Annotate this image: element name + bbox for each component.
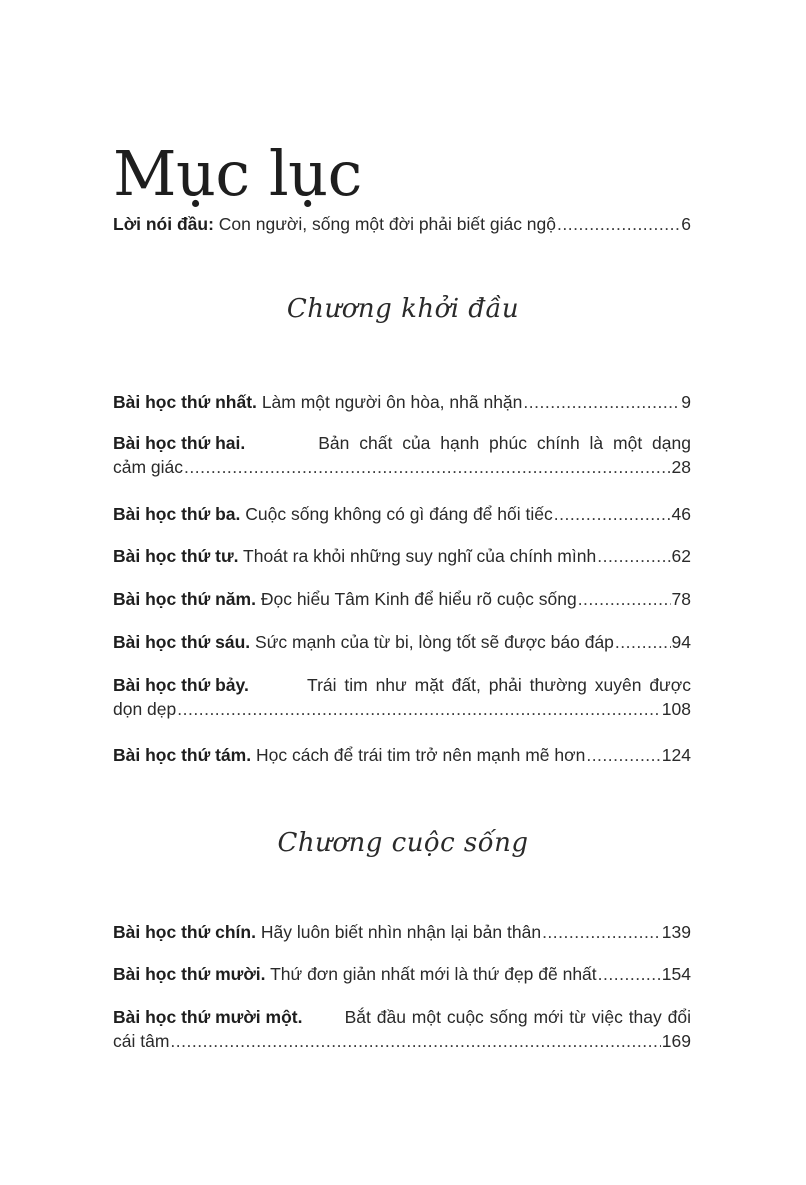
entry-text: Sức mạnh của từ bi, lòng tốt sẽ được báo đáp: [255, 632, 614, 652]
entry-text: Bản chất của hạnh phúc chính là một dạng: [318, 433, 691, 453]
entry-label: Bài học thứ mười một.: [113, 1007, 303, 1027]
entry-label: Bài học thứ mười.: [113, 964, 266, 984]
toc-entry[interactable]: [113, 920, 691, 944]
entry-label: Bài học thứ nhất.: [113, 392, 257, 412]
dot-leader: [597, 544, 670, 568]
page-number: 154: [661, 964, 691, 984]
page-number: 46: [671, 504, 691, 524]
entry-label: Lời nói đầu:: [113, 214, 214, 234]
entry-label: Bài học thứ chín.: [113, 922, 256, 942]
page-number: 108: [661, 699, 691, 719]
dot-leader: [523, 390, 680, 414]
entry-text: Trái tim như mặt đất, phải thường xuyên được: [307, 675, 691, 695]
entry-label: Bài học thứ ba.: [113, 504, 241, 524]
dot-leader: [586, 743, 660, 767]
dot-leader: [177, 697, 661, 721]
page-title: Mục lục: [113, 136, 362, 210]
toc-entry[interactable]: [113, 587, 691, 611]
entry-label: Bài học thứ tư.: [113, 546, 239, 566]
toc-entry[interactable]: [113, 1005, 691, 1053]
entry-label: Bài học thứ hai.: [113, 433, 246, 453]
page-number: 124: [661, 745, 691, 765]
toc-entry[interactable]: [113, 544, 691, 568]
dot-leader: [170, 1029, 660, 1053]
toc-entry[interactable]: [113, 431, 691, 479]
toc-entry[interactable]: [113, 502, 691, 526]
page-number: 6: [681, 214, 691, 234]
entry-label: Bài học thứ sáu.: [113, 632, 251, 652]
entry-text: Đọc hiểu Tâm Kinh để hiểu rõ cuộc sống: [260, 589, 577, 609]
page-number: 139: [661, 922, 691, 942]
entry-label: Bài học thứ bảy.: [113, 675, 249, 695]
dot-leader: [615, 630, 671, 654]
toc-entry[interactable]: [113, 673, 691, 721]
dot-leader: [554, 502, 671, 526]
entry-label: Bài học thứ năm.: [113, 589, 256, 609]
dot-leader: [578, 587, 671, 611]
page-number: 169: [661, 1031, 691, 1051]
page-number: 78: [671, 589, 691, 609]
toc-entry[interactable]: [113, 390, 691, 414]
entry-text: Làm một người ôn hòa, nhã nhặn: [261, 392, 523, 412]
entry-text-continued: cảm giác: [113, 457, 184, 477]
toc-entry[interactable]: [113, 630, 691, 654]
toc-entry-preface[interactable]: [113, 212, 691, 236]
dot-leader: [184, 455, 671, 479]
chapter-heading: Chương cuộc sống: [277, 828, 529, 858]
entry-text: Học cách để trái tim trở nên mạnh mẽ hơn: [255, 745, 586, 765]
page-number: 9: [681, 392, 691, 412]
entry-text: Con người, sống một đời phải biết giác ngộ: [218, 214, 557, 234]
chapter-heading: Chương khởi đầu: [286, 294, 520, 324]
entry-text-continued: cái tâm: [113, 1031, 170, 1051]
entry-text: Cuộc sống không có gì đáng để hối tiếc: [245, 504, 553, 524]
entry-text: Thoát ra khỏi những suy nghĩ của chính mình: [243, 546, 597, 566]
toc-entry[interactable]: [113, 743, 691, 767]
page-number: 94: [671, 632, 691, 652]
dot-leader: [598, 962, 661, 986]
entry-text: Hãy luôn biết nhìn nhận lại bản thân: [260, 922, 542, 942]
entry-text-continued: dọn dẹp: [113, 699, 177, 719]
entry-text: Bắt đầu một cuộc sống mới từ việc thay đổi: [344, 1007, 691, 1027]
dot-leader: [557, 212, 680, 236]
entry-text: Thứ đơn giản nhất mới là thứ đẹp đẽ nhất: [270, 964, 597, 984]
dot-leader: [542, 920, 661, 944]
page-number: 62: [671, 546, 691, 566]
page-number: 28: [671, 457, 691, 477]
toc-entry[interactable]: [113, 962, 691, 986]
entry-label: Bài học thứ tám.: [113, 745, 252, 765]
